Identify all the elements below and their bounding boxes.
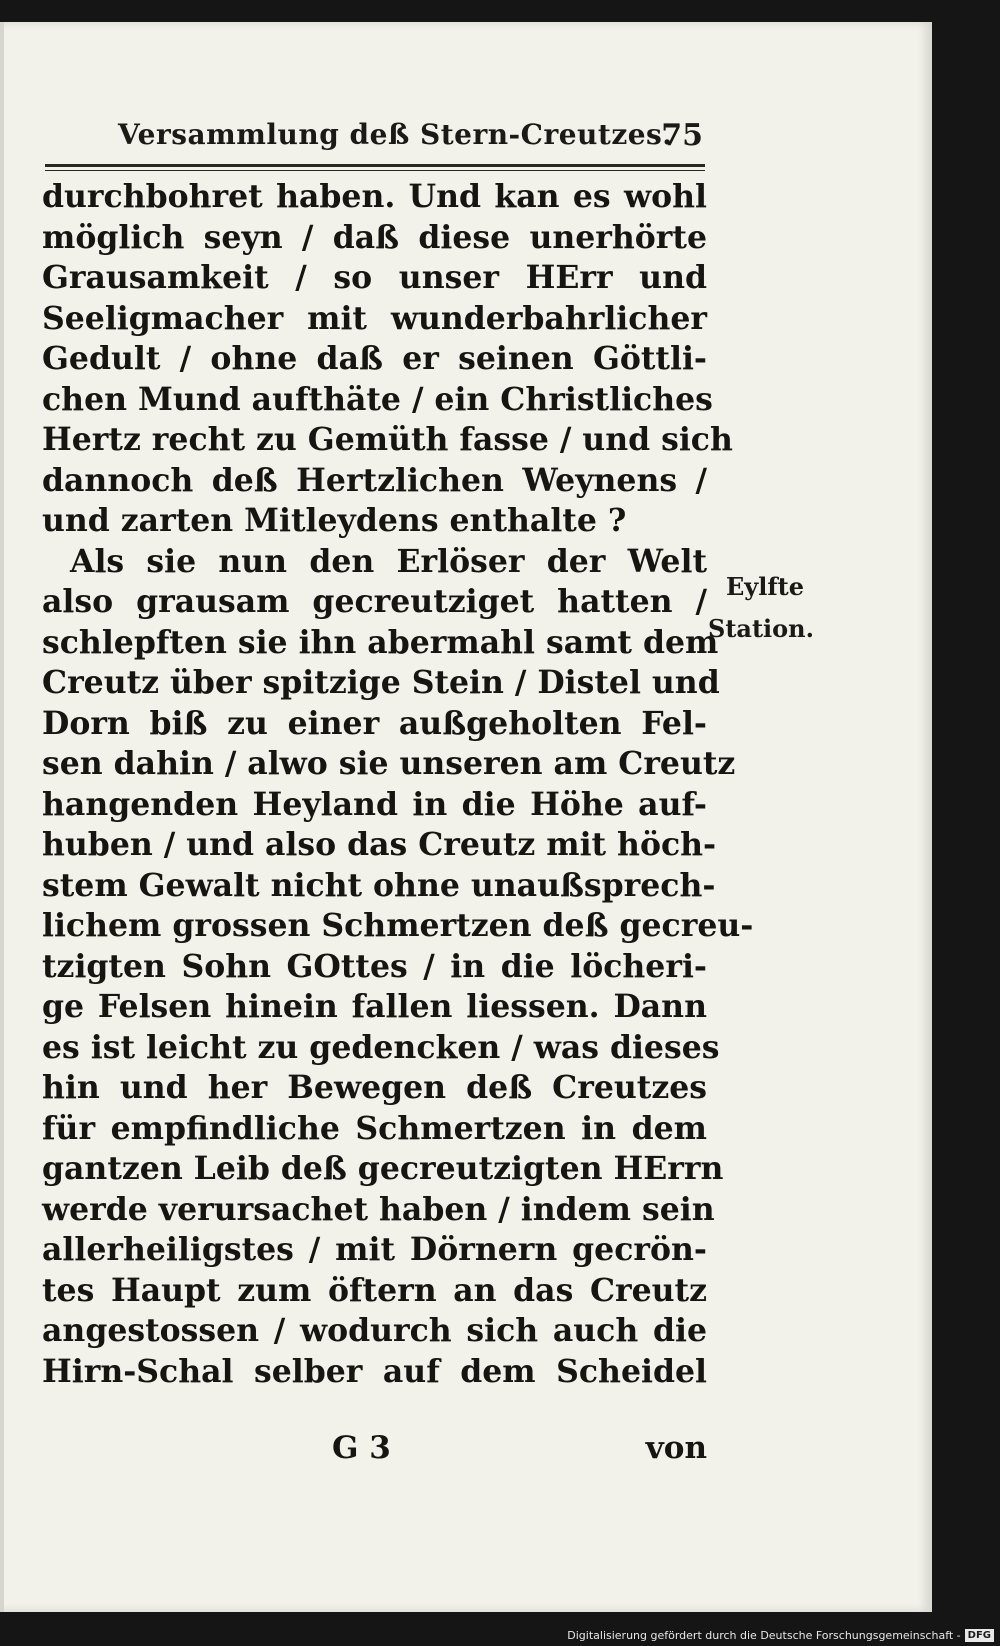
dfg-logo: DFG <box>965 1629 994 1642</box>
text-line: tes Haupt zum öftern an das Creutz <box>42 1271 707 1309</box>
text-line: allerheiligstes / mit Dörnern gecrön- <box>42 1231 707 1268</box>
text-line: dannoch deß Hertzlichen Weynens / <box>42 461 707 499</box>
text-line: tzigten Sohn GOttes / in die löcheri- <box>42 947 707 985</box>
running-title: Versammlung deß Stern-Creutzes. <box>118 118 673 151</box>
text-line: Seeligmacher mit wunderbahrlicher <box>42 299 707 337</box>
header-rule-thin <box>45 170 705 171</box>
margin-note-line2: Station. <box>708 614 814 643</box>
text-line: Gedult / ohne daß er seinen Göttli- <box>42 340 707 377</box>
text-line: Hertz recht zu Gemüth fasse / und sich <box>42 421 733 458</box>
margin-note <box>708 566 848 650</box>
text-line: Hirn-Schal selber auf dem Scheidel <box>42 1352 707 1390</box>
text-line: angestossen / wodurch sich auch die <box>42 1312 707 1349</box>
page-foot <box>42 1430 707 1474</box>
text-line: Grausamkeit / so unser HErr und <box>42 259 707 296</box>
text-line: und zarten Mitleydens enthalte ? <box>42 502 627 539</box>
text-line: es ist leicht zu gedencken / was dieses <box>42 1028 720 1066</box>
text-line: werde verursachet haben / indem sein <box>42 1190 715 1228</box>
text-line: hin und her Bewegen deß Creutzes <box>42 1069 707 1106</box>
text-line: für empfindliche Schmertzen in dem <box>42 1109 707 1147</box>
page-spine <box>0 22 4 1612</box>
text-line: Creutz über spitzige Stein / Distel und <box>42 664 720 701</box>
text-line: ge Felsen hinein fallen liessen. Dann <box>42 988 707 1025</box>
footer-credit: Digitalisierung gefördert durch die Deutsche Forschungsgemeinschaft - <box>567 1629 961 1642</box>
text-line: hangenden Heyland in die Höhe auf- <box>42 785 707 823</box>
text-line-indented: Als sie nun den Erlöser der Welt <box>70 542 707 580</box>
catchword: von <box>645 1430 707 1466</box>
signature-mark: G 3 <box>332 1430 391 1466</box>
margin-note-line1: Eylfte <box>726 572 805 601</box>
text-line: Dorn biß zu einer außgeholten Fel- <box>42 704 707 742</box>
text-line: also grausam gecreutziget hatten / <box>42 583 707 620</box>
text-line: gantzen Leib deß gecreutzigten HErrn <box>42 1150 724 1187</box>
text-line: huben / und also das Creutz mit höch- <box>42 826 717 863</box>
text-line: sen dahin / alwo sie unseren am Creutz <box>42 745 736 782</box>
text-line: durchbohret haben. Und kan es wohl <box>42 178 707 215</box>
text-line: stem Gewalt nicht ohne unaußsprech- <box>42 866 716 904</box>
page-number: 75 <box>661 118 703 153</box>
running-header <box>118 118 703 160</box>
text-line: schlepften sie ihn abermahl samt dem <box>42 623 719 661</box>
digitization-footer <box>567 1629 994 1642</box>
text-line: lichem grossen Schmertzen deß gecreu- <box>42 907 754 944</box>
header-rule <box>45 164 705 167</box>
text-line: chen Mund aufthäte / ein Christliches <box>42 380 713 418</box>
text-line: möglich seyn / daß diese unerhörte <box>42 218 707 256</box>
